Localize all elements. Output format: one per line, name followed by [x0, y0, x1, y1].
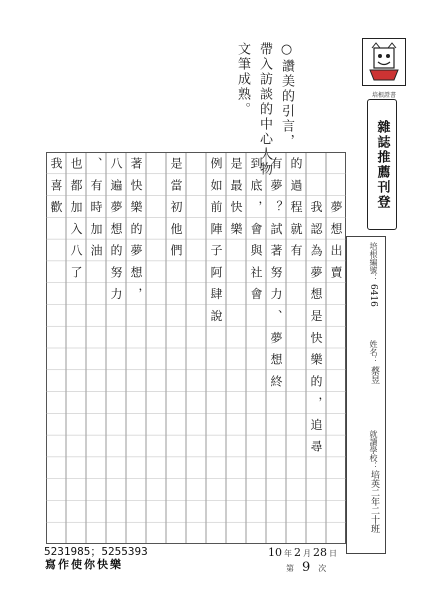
essay-grid — [46, 152, 346, 544]
mascot-icon — [366, 42, 402, 82]
essay-column: 是當初他們 — [169, 156, 183, 266]
comment-line-1: ○讚美的引言， — [279, 42, 294, 149]
seq-prefix: 第 — [286, 564, 294, 573]
count-row — [286, 560, 326, 575]
day-value: 28 — [313, 546, 327, 559]
name-value: 蔡昱 — [369, 366, 379, 384]
logo-stamp — [362, 38, 406, 86]
essay-column: 、有時加油 — [89, 156, 103, 266]
essay-column: 著快樂的夢想， — [129, 156, 143, 310]
essay-column: 也都加入八了 — [69, 156, 83, 288]
id-value: 6416 — [368, 284, 378, 307]
year-label: 年 — [284, 549, 292, 558]
essay-column: 是最快樂 — [229, 156, 243, 244]
school-label: 就讀學校： — [369, 430, 378, 470]
recommend-banner — [367, 99, 397, 230]
month-label: 月 — [303, 549, 311, 558]
stamp-caption: 培根證書 — [371, 92, 396, 99]
year-value: 10 — [268, 546, 282, 559]
essay-column: 夢想出賣 — [329, 156, 343, 288]
essay-column: 例如前陣子阿肆說 — [209, 156, 223, 332]
essay-column: 到底，會與社會 — [249, 156, 263, 310]
comment-line-3: 文筆成熟。 — [235, 42, 250, 117]
essay-column: 我認為夢想是快樂的，追尋 — [309, 156, 323, 462]
date-row — [268, 546, 337, 559]
seq-value: 9 — [302, 560, 311, 575]
school-value: 培英二年二十班 — [369, 470, 379, 533]
comment-line-2: 帶入訪談的中心人物 — [257, 42, 272, 177]
essay-column: 的過程就有 — [289, 156, 303, 266]
essay-column: 我喜歡 — [49, 156, 63, 223]
slogan: 寫作使你快樂 — [45, 558, 123, 571]
seq-suffix: 次 — [318, 564, 327, 573]
month-value: 2 — [294, 546, 301, 559]
essay-column — [146, 152, 166, 157]
essay-column: 八遍夢想的努力 — [109, 156, 123, 310]
name-label: 姓名： — [369, 340, 378, 364]
banner-text: 雜誌推薦刊登 — [374, 119, 390, 210]
essay-column: 有夢？試著努力、夢想終 — [269, 156, 283, 397]
day-label: 日 — [329, 549, 337, 558]
id-label: 培根編號： — [369, 242, 378, 282]
phone-number: 5231985；5255393 — [44, 545, 148, 558]
essay-column — [186, 152, 206, 157]
